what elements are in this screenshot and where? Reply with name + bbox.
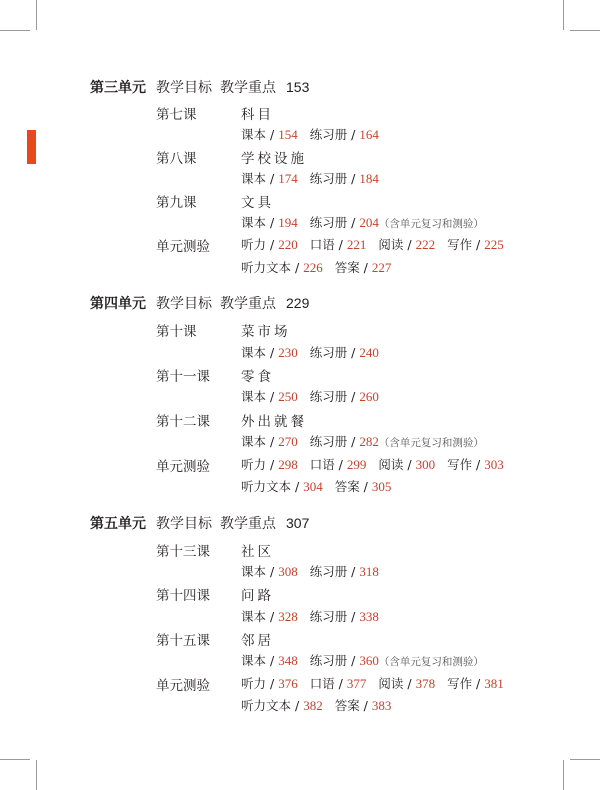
writing-page: 303 — [484, 457, 504, 472]
lesson-label: 第七课 — [156, 107, 197, 123]
crop-mark-top-right-vertical — [563, 0, 564, 30]
lesson-title: 文具 — [241, 195, 274, 211]
book-label: 课本 — [241, 389, 267, 404]
unit-test-pages: 听力 / 298 口语 / 299 阅读 / 300 写作 / 303 — [241, 457, 504, 472]
lesson-label: 第八课 — [156, 151, 197, 167]
lesson-title: 零食 — [241, 369, 274, 385]
workbook-label: 练习册 — [309, 171, 348, 186]
workbook-page: 360 — [359, 653, 379, 668]
book-page: 328 — [278, 609, 298, 624]
script-page: 304 — [303, 479, 323, 494]
script-page: 382 — [303, 698, 323, 713]
workbook-page: 338 — [359, 609, 379, 624]
unit-goal-label: 教学目标 — [156, 296, 212, 312]
lesson-pages: 课本 / 174 练习册 / 184 — [241, 171, 379, 186]
book-page: 174 — [278, 171, 298, 186]
crop-mark-bottom-left-vertical — [36, 760, 37, 790]
reading-label: 阅读 — [378, 237, 404, 252]
workbook-page: 282 — [359, 434, 379, 449]
oral-label: 口语 — [309, 457, 335, 472]
answers-page: 227 — [371, 260, 392, 275]
review-note: （含单元复习和测验） — [378, 437, 484, 449]
book-page: 348 — [278, 653, 298, 668]
unit-test-label: 单元测验 — [156, 678, 210, 694]
lesson-title: 邻居 — [241, 633, 274, 649]
book-page: 308 — [278, 564, 298, 579]
listening-label: 听力 — [241, 237, 267, 252]
unit-test-pages-2: 听力文本 / 304 答案 / 305 — [241, 479, 392, 494]
unit-focus-label: 教学重点 — [220, 296, 276, 312]
lesson-pages: 课本 / 194 练习册 / 204（含单元复习和测验） — [241, 215, 484, 230]
workbook-page: 164 — [359, 127, 379, 142]
listening-label: 听力 — [241, 457, 267, 472]
writing-label: 写作 — [447, 457, 473, 472]
unit-goal-label: 教学目标 — [156, 516, 212, 532]
unit-label: 第四单元 — [90, 296, 146, 312]
book-label: 课本 — [241, 653, 267, 668]
workbook-page: 260 — [359, 389, 379, 404]
unit-page-number: 307 — [286, 515, 310, 531]
answers-page: 305 — [371, 479, 392, 494]
script-label: 听力文本 — [241, 260, 292, 275]
book-page: 154 — [278, 127, 298, 142]
book-label: 课本 — [241, 127, 267, 142]
reading-page: 222 — [415, 237, 436, 252]
book-label: 课本 — [241, 564, 267, 579]
workbook-label: 练习册 — [309, 215, 348, 230]
book-label: 课本 — [241, 609, 267, 624]
crop-mark-bottom-left-horizontal — [0, 759, 30, 760]
workbook-label: 练习册 — [309, 564, 348, 579]
oral-page: 221 — [346, 237, 367, 252]
book-label: 课本 — [241, 215, 267, 230]
crop-mark-top-right-horizontal — [570, 30, 600, 31]
unit-test-pages-2: 听力文本 / 226 答案 / 227 — [241, 260, 392, 275]
script-label: 听力文本 — [241, 479, 292, 494]
workbook-label: 练习册 — [309, 609, 348, 624]
book-label: 课本 — [241, 171, 267, 186]
oral-page: 377 — [346, 676, 367, 691]
lesson-title: 学校设施 — [241, 151, 307, 167]
reading-label: 阅读 — [378, 457, 404, 472]
reading-page: 300 — [415, 457, 436, 472]
book-label: 课本 — [241, 345, 267, 360]
lesson-pages: 课本 / 250 练习册 / 260 — [241, 389, 379, 404]
listening-page: 376 — [278, 676, 298, 691]
workbook-page: 318 — [359, 564, 379, 579]
unit-heading — [90, 513, 309, 533]
lesson-label: 第九课 — [156, 195, 197, 211]
script-label: 听力文本 — [241, 698, 292, 713]
writing-label: 写作 — [447, 676, 473, 691]
lesson-title: 菜市场 — [241, 324, 291, 340]
section-accent-bar — [27, 130, 36, 164]
book-label: 课本 — [241, 434, 267, 449]
crop-mark-top-left-vertical — [36, 0, 37, 30]
lesson-label: 第十课 — [156, 324, 197, 340]
script-page: 226 — [303, 260, 323, 275]
reading-label: 阅读 — [378, 676, 404, 691]
unit-label: 第五单元 — [90, 516, 146, 532]
book-page: 230 — [278, 345, 298, 360]
book-page: 270 — [278, 434, 298, 449]
workbook-page: 184 — [359, 171, 379, 186]
lesson-pages: 课本 / 348 练习册 / 360（含单元复习和测验） — [241, 653, 484, 668]
answers-label: 答案 — [334, 479, 360, 494]
unit-test-pages: 听力 / 220 口语 / 221 阅读 / 222 写作 / 225 — [241, 237, 504, 252]
lesson-pages: 课本 / 154 练习册 / 164 — [241, 127, 379, 142]
unit-test-pages-2: 听力文本 / 382 答案 / 383 — [241, 698, 392, 713]
workbook-label: 练习册 — [309, 127, 348, 142]
unit-test-pages: 听力 / 376 口语 / 377 阅读 / 378 写作 / 381 — [241, 676, 504, 691]
unit-page-number: 153 — [286, 79, 310, 95]
lesson-title: 外出就餐 — [241, 414, 307, 430]
unit-heading — [90, 77, 309, 97]
unit-focus-label: 教学重点 — [220, 516, 276, 532]
oral-label: 口语 — [309, 237, 335, 252]
crop-mark-bottom-right-horizontal — [570, 759, 600, 760]
workbook-label: 练习册 — [309, 434, 348, 449]
lesson-pages: 课本 / 328 练习册 / 338 — [241, 609, 379, 624]
unit-test-label: 单元测验 — [156, 239, 210, 255]
listening-page: 220 — [278, 237, 298, 252]
writing-page: 381 — [484, 676, 504, 691]
lesson-title: 科目 — [241, 107, 274, 123]
listening-label: 听力 — [241, 676, 267, 691]
unit-page-number: 229 — [286, 295, 310, 311]
crop-mark-top-left-horizontal — [0, 30, 30, 31]
workbook-page: 204 — [359, 215, 379, 230]
workbook-label: 练习册 — [309, 389, 348, 404]
lesson-label: 第十五课 — [156, 633, 210, 649]
book-page: 250 — [278, 389, 298, 404]
lesson-pages: 课本 / 270 练习册 / 282（含单元复习和测验） — [241, 434, 484, 449]
workbook-label: 练习册 — [309, 653, 348, 668]
unit-test-label: 单元测验 — [156, 459, 210, 475]
lesson-label: 第十一课 — [156, 369, 210, 385]
oral-page: 299 — [346, 457, 367, 472]
lesson-label: 第十四课 — [156, 588, 210, 604]
answers-page: 383 — [371, 698, 392, 713]
lesson-label: 第十三课 — [156, 544, 210, 560]
writing-page: 225 — [484, 237, 504, 252]
lesson-title: 社区 — [241, 544, 274, 560]
crop-mark-bottom-right-vertical — [563, 760, 564, 790]
review-note: （含单元复习和测验） — [378, 656, 484, 668]
writing-label: 写作 — [447, 237, 473, 252]
lesson-pages: 课本 / 308 练习册 / 318 — [241, 564, 379, 579]
oral-label: 口语 — [309, 676, 335, 691]
lesson-pages: 课本 / 230 练习册 / 240 — [241, 345, 379, 360]
answers-label: 答案 — [334, 260, 360, 275]
unit-focus-label: 教学重点 — [220, 80, 276, 96]
unit-heading — [90, 293, 309, 313]
unit-label: 第三单元 — [90, 80, 146, 96]
workbook-page: 240 — [359, 345, 379, 360]
review-note: （含单元复习和测验） — [378, 218, 484, 230]
listening-page: 298 — [278, 457, 298, 472]
reading-page: 378 — [415, 676, 436, 691]
lesson-label: 第十二课 — [156, 414, 210, 430]
answers-label: 答案 — [334, 698, 360, 713]
unit-goal-label: 教学目标 — [156, 80, 212, 96]
lesson-title: 问路 — [241, 588, 274, 604]
workbook-label: 练习册 — [309, 345, 348, 360]
book-page: 194 — [278, 215, 298, 230]
